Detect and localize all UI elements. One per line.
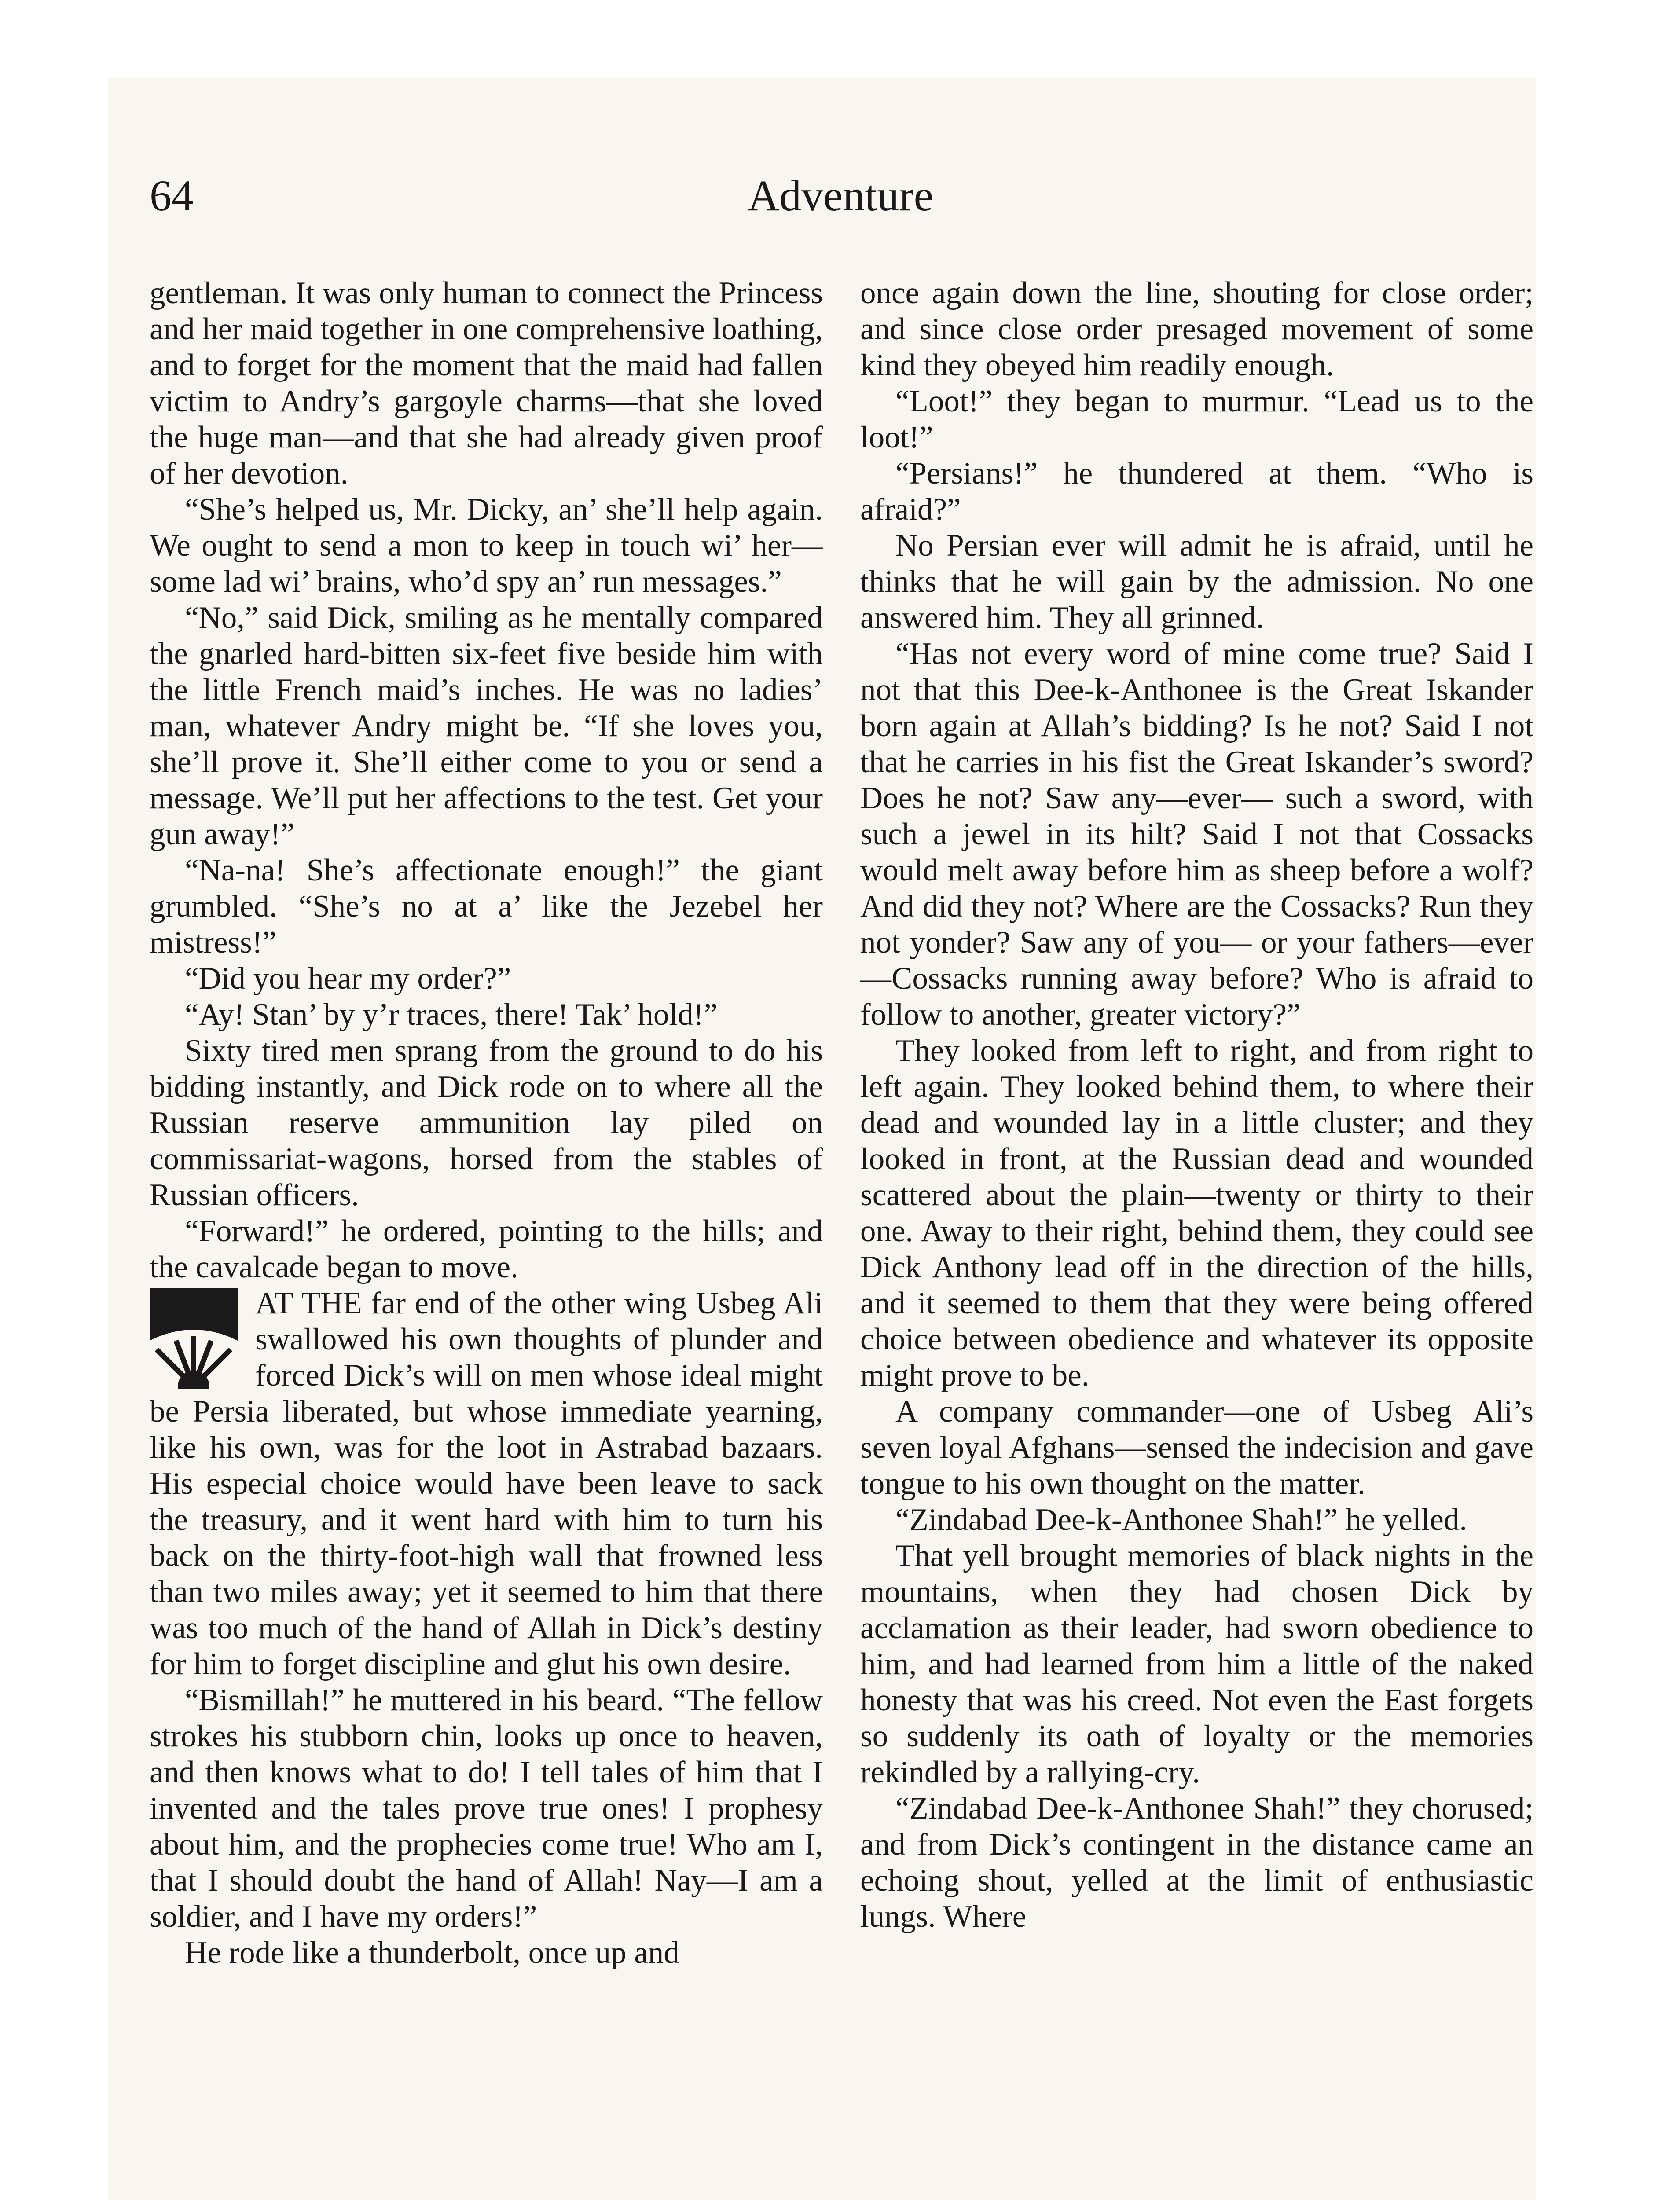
paragraph: “Zindabad Dee-k-Anthonee Shah!” they chorused; and from Dick’s contingent in the distance came an echoing shout, yelled at the limit of enthusiastic lungs. Where [860, 1791, 1533, 1934]
paragraph: “Has not every word of mine come true? Said I not that this Dee-k-Anthonee is the Great Iskander born again at Allah’s bidding? Is he not? Said I not that he carries in his fist the Great Iskander’s sword? Does he not? Saw any—ever— such a sword, with such a jewel in its hilt? Said I not that Cossacks would melt away before him as sheep before a wolf? And did they not? Where are the Cossacks? Run they not yonder? Saw any of you— or your fathers—ever—Cossacks running away before? Who is afraid to follow to another, greater victory?” [860, 637, 1533, 1032]
paragraph: “No,” said Dick, smiling as he mentally compared the gnarled hard-bitten six-feet five beside him with the little French maid’s inches. He was no ladies’ man, whatever Andry might be. “If she loves you, she’ll prove it. She’ll either come to you or send a message. We’ll put her affections to the test. Get your gun away!” [150, 601, 823, 851]
paragraph: “Did you hear my order?” [185, 961, 511, 996]
running-title: Adventure [747, 171, 934, 220]
left-column [150, 275, 823, 1971]
paragraph: “Forward!” he ordered, pointing to the hills; and the cavalcade began to move. [150, 1214, 823, 1284]
paragraph: “Persians!” he thundered at them. “Who is afraid?” [860, 456, 1533, 527]
paragraph: “Loot!” they began to murmur. “Lead us to the loot!” [860, 384, 1533, 455]
page-number: 64 [150, 171, 194, 220]
paragraph: “Ay! Stan’ by y’r traces, there! Tak’ hold!” [185, 997, 718, 1032]
page-header [150, 171, 1531, 262]
paragraph: He rode like a thunderbolt, once up and [185, 1936, 679, 1970]
paragraph: Sixty tired men sprang from the ground to do his bidding instantly, and Dick rode on to where all the Russian reserve ammunition lay piled on commissariat-wagons, horsed from the stables of Russian officers. [150, 1034, 823, 1212]
paragraph: “She’s helped us, Mr. Dicky, an’ she’ll help again. We ought to send a mon to keep in touch wi’ her—some lad wi’ brains, who’d spy an’ run messages.” [150, 492, 823, 599]
section-opening-paragraph: AT THE far end of the other wing Usbeg Ali swallowed his own thoughts of plunder and forced Dick’s will on men whose ideal might be Persia liberated, but whose immediate yearning, like his own, was for the loot in Astrabad bazaars. His especial choice would have been leave to sack the treasury, and it went hard with him to turn his back on the thirty-foot-high wall that frowned less than two miles away; yet it seemed to him that there was too much of the hand of Allah in Dick’s destiny for him to forget discipline and glut his own desire. [150, 1286, 823, 1681]
paragraph: gentleman. It was only human to connect the Princess and her maid together in one comprehensive loathing, and to forget for the moment that the maid had fallen victim to Andry’s gargoyle charms—that she loved the huge man—and that she had already given proof of her devotion. [150, 276, 823, 491]
paragraph: A company commander—one of Usbeg Ali’s seven loyal Afghans—sensed the indecision and gave tongue to his own thought on the matter. [860, 1394, 1533, 1501]
paragraph: once again down the line, shouting for close order; and since close order presaged movement of some kind they obeyed him readily enough. [860, 276, 1533, 382]
rising-sun-ornament-icon [150, 1288, 238, 1389]
paragraph: No Persian ever will admit he is afraid, until he thinks that he will gain by the admission. No one answered him. They all grinned. [860, 528, 1533, 635]
paragraph: “Na-na! She’s affectionate enough!” the giant grumbled. “She’s no at a’ like the Jezebel her mistress!” [150, 853, 823, 960]
paragraph: “Bismillah!” he muttered in his beard. “The fellow strokes his stubborn chin, looks up once to heaven, and then knows what to do! I tell tales of him that I invented and the tales prove true ones! I prophesy about him, and the prophecies come true! Who am I, that I should doubt the hand of Allah! Nay—I am a soldier, and I have my orders!” [150, 1683, 823, 1934]
paragraph: They looked from left to right, and from right to left again. They looked behind them, to where their dead and wounded lay in a little cluster; and they looked in front, at the Russian dead and wounded scattered about the plain—twenty or thirty to their one. Away to their right, behind them, they could see Dick Anthony lead off in the direction of the hills, and it seemed to them that they were being offered choice between obedience and whatever its opposite might prove to be. [860, 1034, 1533, 1393]
paragraph: That yell brought memories of black nights in the mountains, when they had chosen Dick by acclamation as their leader, had sworn obedience to him, and had learned from him a little of the naked honesty that was his creed. Not even the East forgets so suddenly its oath of loyalty or the memories rekindled by a rallying-cry. [860, 1539, 1533, 1789]
right-column [860, 275, 1533, 1935]
paragraph: “Zindabad Dee-k-Anthonee Shah!” he yelled. [895, 1503, 1467, 1537]
